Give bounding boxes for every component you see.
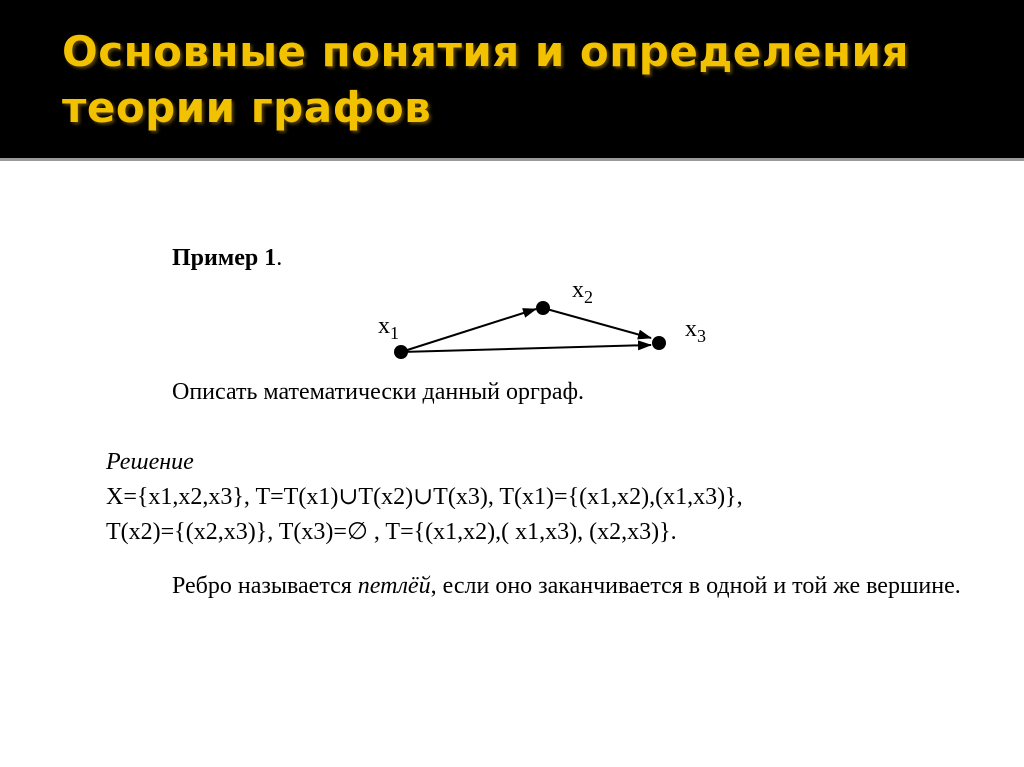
example-heading [172,245,282,272]
example-punct: . [276,245,283,271]
definition-after: , если оно заканчивается в одной и той же вершине. [430,573,961,599]
node-label-x3: $x_3$ [685,316,706,346]
solution-line-1: X={x1,x2,x3}, T=T(x1)∪T(x2)∪T(x3), T(x1)={(x1,x2),(x1,x3)}, [106,484,743,510]
solution-line-2: T(x2)={(x2,x3)}, T(x3)=∅ , T={(x1,x2),( x1,x3), (x2,x3)}. [106,519,677,545]
digraph [370,277,730,371]
example-label: Пример 1 [172,245,277,271]
title-bar [0,0,1024,160]
node-x3 [652,336,666,350]
edge-x1-x3 [401,345,651,352]
node-label-x1: $x_1$ [378,313,399,343]
digraph-svg [370,277,730,371]
definition-paragraph [106,569,972,603]
slide-title: Основные понятия и определения теории графов [62,27,909,132]
node-x1 [394,345,408,359]
edge-x2-x3 [543,308,651,338]
solution-heading: Решение [106,449,194,475]
edge-x1-x2 [401,309,536,352]
slide-content [0,161,1024,767]
node-label-x2: $x_2$ [572,277,593,307]
node-x2 [536,301,550,315]
task-text: Описать математически данный орграф. [172,379,585,405]
definition-term: петлёй [357,573,431,599]
definition-before: Ребро называется [172,573,358,599]
